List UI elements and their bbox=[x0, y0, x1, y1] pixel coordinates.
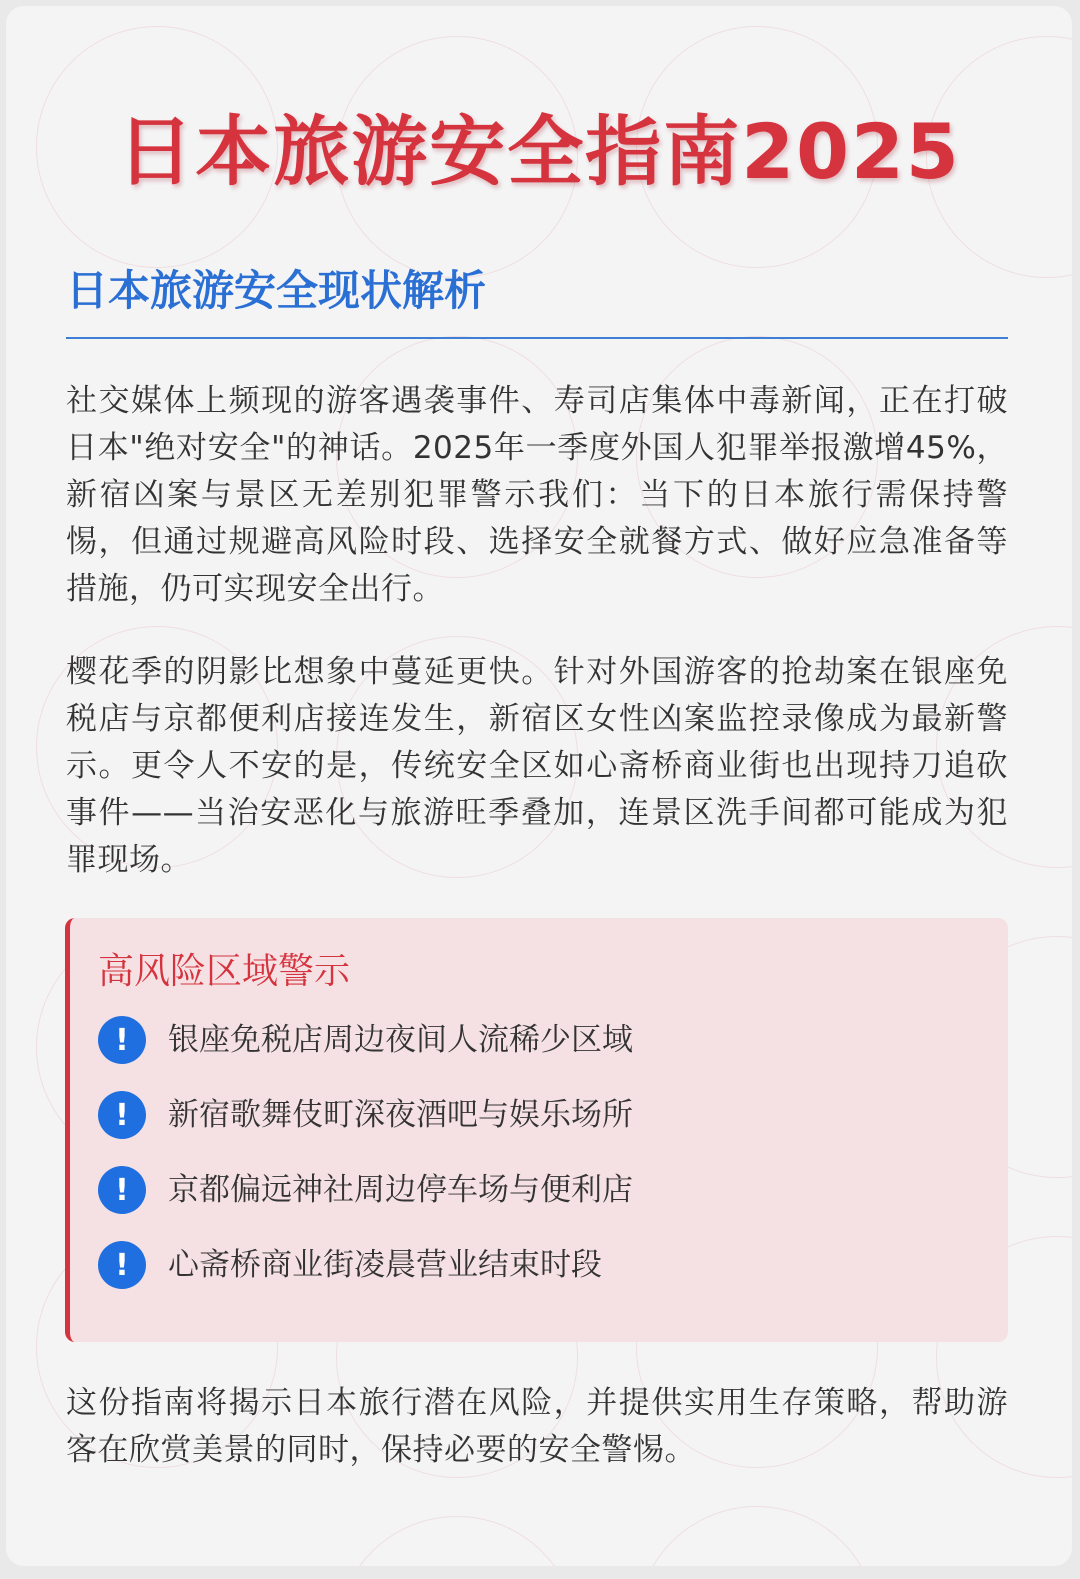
warning-list-item bbox=[98, 1240, 602, 1290]
warning-item-text: 银座免税店周边夜间人流稀少区域 bbox=[168, 1022, 633, 1058]
section-title: 日本旅游安全现状解析 bbox=[66, 266, 487, 315]
paragraph-intro: 社交媒体上频现的游客遇袭事件、寿司店集体中毒新闻，正在打破日本"绝对安全"的神话。2025年一季度外国人犯罪举报激增45%，新宿凶案与景区无差别犯罪警示我们：当下的日本旅行需保持警惕，但通过规避高风险时段、选择安全就餐方式、做好应急准备等措施，仍可实现安全出行。 bbox=[66, 383, 1008, 607]
section-divider bbox=[66, 337, 1008, 339]
warning-list-item bbox=[98, 1090, 633, 1140]
paragraph-sakura-season: 樱花季的阴影比想象中蔓延更快。针对外国游客的抢劫案在银座免税店与京都便利店接连发生，新宿区女性凶案监控录像成为最新警示。更令人不安的是，传统安全区如心斋桥商业街也出现持刀追砍事件——当治安恶化与旅游旺季叠加，连景区洗手间都可能成为犯罪现场。 bbox=[66, 654, 1008, 878]
document-card bbox=[6, 6, 1072, 1566]
warning-list-item bbox=[98, 1015, 633, 1065]
page-title: 日本旅游安全指南2025 bbox=[117, 107, 961, 196]
exclamation-icon: ! bbox=[98, 1241, 146, 1289]
warning-item-text: 京都偏远神社周边停车场与便利店 bbox=[168, 1172, 633, 1208]
decorative-circle bbox=[336, 1516, 578, 1566]
warning-item-text: 新宿歌舞伎町深夜酒吧与娱乐场所 bbox=[168, 1097, 633, 1133]
high-risk-warning-box bbox=[65, 918, 1008, 1342]
exclamation-icon: ! bbox=[98, 1016, 146, 1064]
decorative-circle bbox=[636, 1506, 878, 1566]
exclamation-icon: ! bbox=[98, 1091, 146, 1139]
warning-box-title: 高风险区域警示 bbox=[98, 951, 351, 992]
warning-item-text: 心斋桥商业街凌晨营业结束时段 bbox=[168, 1247, 602, 1283]
exclamation-icon: ! bbox=[98, 1166, 146, 1214]
paragraph-conclusion: 这份指南将揭示日本旅行潜在风险，并提供实用生存策略，帮助游客在欣赏美景的同时，保持必要的安全警惕。 bbox=[66, 1385, 1008, 1468]
warning-list-item bbox=[98, 1165, 633, 1215]
